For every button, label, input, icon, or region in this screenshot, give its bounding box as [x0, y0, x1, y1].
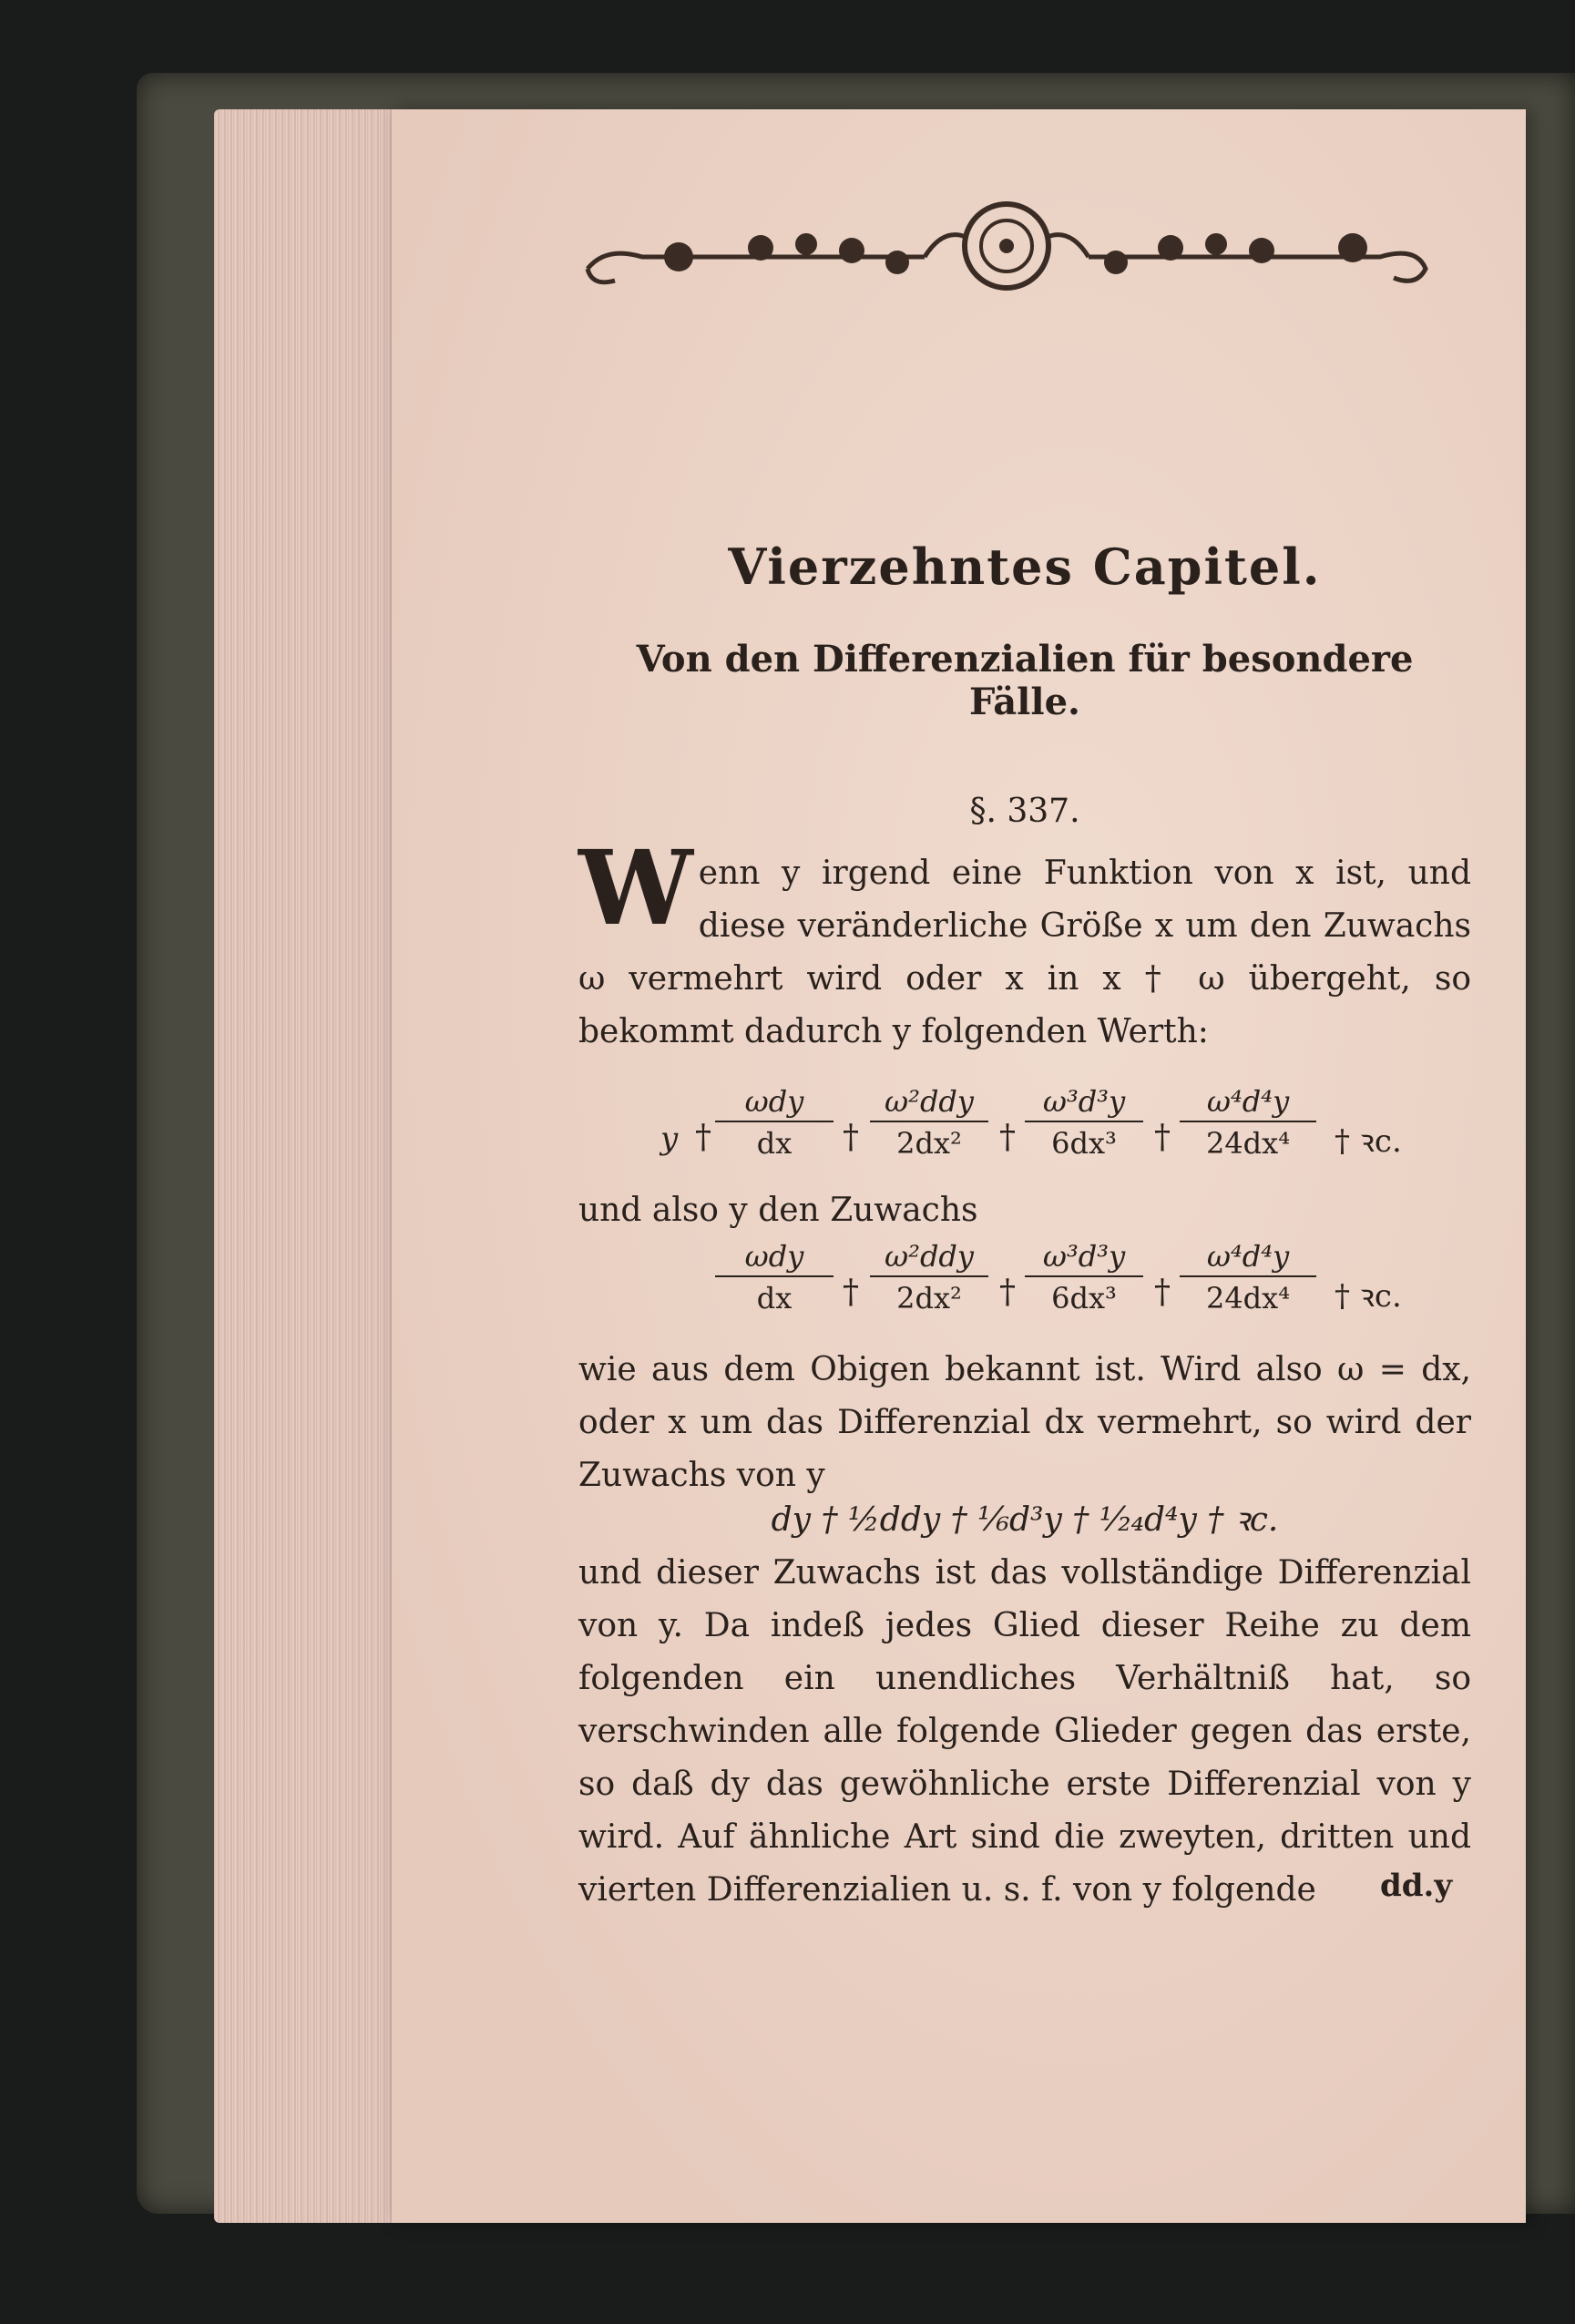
- plus-sign: †: [843, 1119, 859, 1156]
- numerator: ω⁴d⁴y: [1180, 1084, 1316, 1122]
- paragraph-1-text: enn y irgend eine Funktion von x ist, und diese veränderliche Größe x um den Zuwachs ω vermehrt wird oder x in x † ω übergeht, so bekommt dadurch y folgenden Werth:: [578, 855, 1471, 1050]
- paragraph-4: und dieser Zuwachs ist das vollständige Differenzial von y. Da indeß jedes Glied dieser Reihe zu dem folgenden ein unendliches Verhältniß hat, so verschwinden alle folgende Glieder gegen das erste, so daß dy das gewöhnliche erste Differenzial von y wird. Auf ähnliche Art sind die zweyten, dritten und vierten Differenzialien u. s. f. von y folgende: [578, 1554, 1471, 1909]
- denominator: dx: [756, 1281, 793, 1316]
- fraction: [715, 1084, 834, 1161]
- page-edges: [214, 109, 396, 2223]
- numerator: ω²ddy: [870, 1239, 988, 1277]
- chapter-title: Vierzehntes Capitel.: [728, 537, 1322, 596]
- fraction: [715, 1239, 834, 1316]
- numerator: ω²ddy: [870, 1084, 988, 1122]
- numerator: ω³d³y: [1025, 1239, 1143, 1277]
- plus-sign: †: [1154, 1119, 1171, 1156]
- fraction: [1025, 1239, 1143, 1316]
- paragraph-1: [578, 829, 1471, 1059]
- section-number: §. 337.: [969, 793, 1080, 830]
- denominator: 24dx⁴: [1205, 1281, 1291, 1316]
- catchword: dd.y: [1380, 1868, 1453, 1904]
- numerator: ω⁴d⁴y: [1180, 1239, 1316, 1277]
- paragraph-2: und also y den Zuwachs: [578, 1192, 978, 1229]
- denominator: dx: [756, 1126, 793, 1161]
- drop-cap: W: [578, 829, 693, 948]
- numerator: ω³d³y: [1025, 1084, 1143, 1122]
- denominator: 24dx⁴: [1205, 1126, 1291, 1161]
- formula-3: dy † ½ddy † ⅙d³y † ¹⁄₂₄d⁴y † ꝛc.: [771, 1501, 1279, 1539]
- denominator: 2dx²: [896, 1126, 962, 1161]
- formula-1-tail: † ꝛc.: [1335, 1123, 1402, 1160]
- fraction: [870, 1239, 988, 1316]
- denominator: 2dx²: [896, 1281, 962, 1316]
- paragraph-3: wie aus dem Obigen bekannt ist. Wird also ω = dx, oder x um das Differenzial dx vermehrt, so wird der Zuwachs von y: [578, 1351, 1471, 1494]
- fraction: [1180, 1239, 1316, 1316]
- plus-sign: †: [999, 1119, 1016, 1156]
- formula-2: [578, 1239, 1471, 1339]
- numerator: ωdy: [715, 1239, 834, 1277]
- chapter-subtitle: Von den Differenzialien für besondere Fälle.: [636, 638, 1414, 723]
- fraction: [1180, 1084, 1316, 1161]
- denominator: 6dx³: [1051, 1126, 1117, 1161]
- floral-ornament: [578, 200, 1435, 301]
- numerator: ωdy: [715, 1084, 834, 1122]
- plus-sign: †: [695, 1119, 711, 1156]
- formula-1: [578, 1084, 1471, 1184]
- fraction: [870, 1084, 988, 1161]
- formula-1-lead: y: [660, 1121, 679, 1157]
- denominator: 6dx³: [1051, 1281, 1117, 1316]
- fraction: [1025, 1084, 1143, 1161]
- formula-2-tail: † ꝛc.: [1335, 1278, 1402, 1315]
- plus-sign: †: [999, 1274, 1016, 1311]
- plus-sign: †: [1154, 1274, 1171, 1311]
- plus-sign: †: [843, 1274, 859, 1311]
